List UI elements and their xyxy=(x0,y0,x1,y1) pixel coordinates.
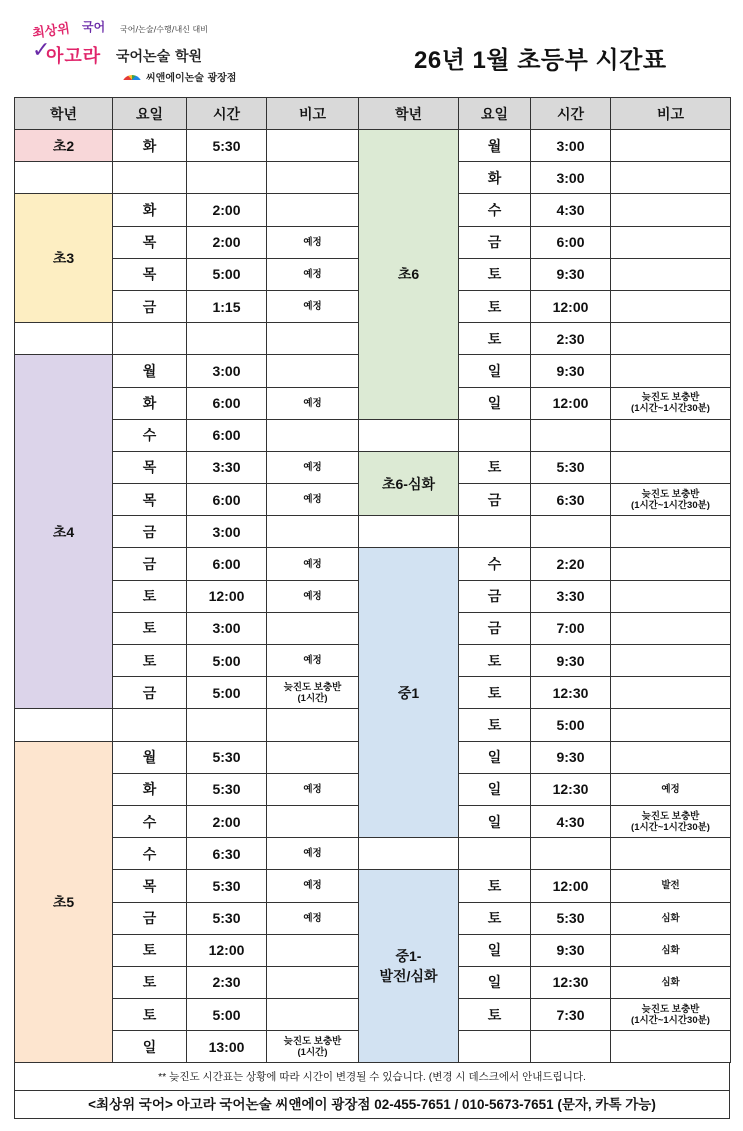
time-cell: 5:30 xyxy=(187,773,267,805)
day-cell: 토 xyxy=(113,645,187,677)
time-cell: 6:00 xyxy=(187,548,267,580)
time-cell: 6:30 xyxy=(187,838,267,870)
note-cell xyxy=(267,194,359,226)
time-cell: 5:30 xyxy=(187,130,267,162)
day-cell: 금 xyxy=(459,612,531,644)
note-cell xyxy=(611,355,731,387)
note-cell xyxy=(611,612,731,644)
day-cell: 금 xyxy=(113,902,187,934)
time-cell: 3:30 xyxy=(531,580,611,612)
rainbow-icon xyxy=(122,75,142,85)
time-cell: 12:00 xyxy=(531,290,611,322)
header-day: 요일 xyxy=(113,98,187,130)
time-cell xyxy=(531,516,611,548)
day-cell: 일 xyxy=(459,741,531,773)
time-cell: 5:00 xyxy=(187,258,267,290)
note-cell: 늦진도 보충반 (1시간~1시간30분) xyxy=(611,484,731,516)
note-cell: 예정 xyxy=(267,645,359,677)
note-cell xyxy=(611,194,731,226)
day-cell: 일 xyxy=(459,387,531,419)
page-title: 26년 1월 초등부 시간표 xyxy=(414,47,667,74)
day-cell xyxy=(459,419,531,451)
day-cell: 일 xyxy=(113,1031,187,1063)
day-cell: 토 xyxy=(459,677,531,709)
grade-cell: 중1 xyxy=(359,548,459,838)
time-cell: 9:30 xyxy=(531,258,611,290)
note-cell xyxy=(267,516,359,548)
table-row xyxy=(15,516,731,548)
grade-cell: 초4 xyxy=(15,355,113,709)
note-cell xyxy=(267,612,359,644)
time-cell: 5:00 xyxy=(187,645,267,677)
note-cell xyxy=(611,290,731,322)
note-cell: 늦진도 보충반 (1시간~1시간30분) xyxy=(611,805,731,837)
grade-cell xyxy=(359,516,459,548)
day-cell: 월 xyxy=(459,130,531,162)
note-cell: 예정 xyxy=(267,226,359,258)
time-cell: 12:00 xyxy=(531,387,611,419)
day-cell: 화 xyxy=(113,773,187,805)
header-grade: 학년 xyxy=(15,98,113,130)
time-cell: 3:00 xyxy=(187,355,267,387)
day-cell: 수 xyxy=(113,805,187,837)
day-cell: 수 xyxy=(459,548,531,580)
note-cell xyxy=(611,258,731,290)
note-cell xyxy=(611,645,731,677)
logo-subtitle: 국어/논술/수행/내신 대비 xyxy=(120,25,208,34)
time-cell: 6:00 xyxy=(531,226,611,258)
note-cell xyxy=(611,162,731,194)
note-cell: 예정 xyxy=(267,484,359,516)
day-cell: 일 xyxy=(459,934,531,966)
table-row xyxy=(15,451,731,483)
day-cell xyxy=(113,323,187,355)
time-cell: 12:30 xyxy=(531,773,611,805)
grade-cell xyxy=(15,323,113,355)
day-cell: 토 xyxy=(113,999,187,1031)
time-cell: 12:00 xyxy=(187,580,267,612)
note-cell: 예정 xyxy=(267,548,359,580)
note-cell xyxy=(611,1031,731,1063)
time-cell: 2:00 xyxy=(187,194,267,226)
time-cell: 3:00 xyxy=(187,612,267,644)
grade-cell xyxy=(15,162,113,194)
time-cell: 5:00 xyxy=(531,709,611,741)
day-cell: 목 xyxy=(113,484,187,516)
day-cell: 화 xyxy=(113,387,187,419)
day-cell: 토 xyxy=(459,323,531,355)
note-cell: 예정 xyxy=(267,870,359,902)
time-cell: 7:30 xyxy=(531,999,611,1031)
time-cell: 2:00 xyxy=(187,805,267,837)
page-header xyxy=(0,0,743,97)
header-note-right: 비고 xyxy=(611,98,731,130)
day-cell: 일 xyxy=(459,966,531,998)
day-cell: 수 xyxy=(459,194,531,226)
note-cell xyxy=(611,130,731,162)
note-cell xyxy=(267,323,359,355)
time-cell: 3:00 xyxy=(531,130,611,162)
note-cell: 늦진도 보충반 (1시간~1시간30분) xyxy=(611,387,731,419)
day-cell: 금 xyxy=(459,484,531,516)
time-cell: 12:00 xyxy=(531,870,611,902)
time-cell: 6:30 xyxy=(531,484,611,516)
grade-cell xyxy=(359,419,459,451)
logo-tag2: 국어 xyxy=(82,20,106,34)
note-cell: 예정 xyxy=(267,838,359,870)
time-cell: 7:00 xyxy=(531,612,611,644)
note-cell: 발전 xyxy=(611,870,731,902)
time-cell: 9:30 xyxy=(531,645,611,677)
schedule-footnote: ** 늦진도 시간표는 상황에 따라 시간이 변경될 수 있습니다. (변경 시 데스크에서 안내드립니다. xyxy=(14,1063,730,1091)
day-cell xyxy=(459,516,531,548)
logo-tag: 최상위 xyxy=(31,21,71,42)
time-cell: 5:30 xyxy=(187,870,267,902)
logo-brand-suffix: 국어논술 학원 xyxy=(116,49,203,65)
day-cell: 토 xyxy=(459,902,531,934)
day-cell: 토 xyxy=(459,451,531,483)
day-cell: 월 xyxy=(113,355,187,387)
day-cell xyxy=(459,838,531,870)
time-cell: 12:30 xyxy=(531,677,611,709)
note-cell xyxy=(267,741,359,773)
note-cell xyxy=(267,130,359,162)
time-cell xyxy=(531,419,611,451)
note-cell xyxy=(611,516,731,548)
header-day-right: 요일 xyxy=(459,98,531,130)
note-cell xyxy=(611,451,731,483)
day-cell xyxy=(459,1031,531,1063)
day-cell: 월 xyxy=(113,741,187,773)
day-cell: 수 xyxy=(113,419,187,451)
day-cell: 금 xyxy=(113,677,187,709)
academy-logo xyxy=(20,12,260,92)
table-row xyxy=(15,419,731,451)
time-cell xyxy=(531,838,611,870)
time-cell: 5:30 xyxy=(187,902,267,934)
grade-cell: 초6 xyxy=(359,130,459,420)
day-cell: 화 xyxy=(459,162,531,194)
checkmark-icon: ✓ xyxy=(32,38,51,63)
day-cell: 토 xyxy=(113,966,187,998)
note-cell xyxy=(611,580,731,612)
note-cell: 늦진도 보충반 (1시간) xyxy=(267,677,359,709)
time-cell: 12:30 xyxy=(531,966,611,998)
logo-branch: 씨앤에이논술 광장점 xyxy=(146,73,237,84)
table-row xyxy=(15,838,731,870)
note-cell xyxy=(267,709,359,741)
time-cell xyxy=(531,1031,611,1063)
day-cell: 목 xyxy=(113,226,187,258)
time-cell: 5:30 xyxy=(531,451,611,483)
day-cell: 금 xyxy=(113,290,187,322)
logo-brand: 아고라 xyxy=(46,46,102,67)
time-cell: 2:00 xyxy=(187,226,267,258)
grade-cell: 초2 xyxy=(15,130,113,162)
day-cell: 화 xyxy=(113,194,187,226)
note-cell xyxy=(267,805,359,837)
grade-cell xyxy=(359,838,459,870)
note-cell: 심화 xyxy=(611,902,731,934)
header-note: 비고 xyxy=(267,98,359,130)
note-cell: 늦진도 보충반 (1시간) xyxy=(267,1031,359,1063)
day-cell: 토 xyxy=(459,999,531,1031)
day-cell: 화 xyxy=(113,130,187,162)
day-cell xyxy=(113,162,187,194)
grade-cell xyxy=(15,709,113,741)
note-cell xyxy=(267,162,359,194)
day-cell: 일 xyxy=(459,805,531,837)
time-cell: 2:20 xyxy=(531,548,611,580)
day-cell: 토 xyxy=(459,870,531,902)
table-row xyxy=(15,870,731,902)
day-cell: 수 xyxy=(113,838,187,870)
note-cell: 늦진도 보충반 (1시간~1시간30분) xyxy=(611,999,731,1031)
time-cell: 3:30 xyxy=(187,451,267,483)
time-cell xyxy=(187,709,267,741)
table-row xyxy=(15,548,731,580)
time-cell: 2:30 xyxy=(187,966,267,998)
time-cell: 12:00 xyxy=(187,934,267,966)
time-cell: 5:30 xyxy=(187,741,267,773)
note-cell xyxy=(267,999,359,1031)
time-cell: 5:00 xyxy=(187,999,267,1031)
time-cell xyxy=(187,162,267,194)
schedule-body xyxy=(15,130,731,1063)
note-cell xyxy=(267,355,359,387)
time-cell: 4:30 xyxy=(531,194,611,226)
note-cell xyxy=(611,226,731,258)
time-cell: 3:00 xyxy=(531,162,611,194)
day-cell: 일 xyxy=(459,355,531,387)
note-cell xyxy=(611,677,731,709)
note-cell: 예정 xyxy=(267,258,359,290)
grade-cell: 중1- 발전/심화 xyxy=(359,870,459,1063)
header-row xyxy=(15,98,731,130)
header-time-right: 시간 xyxy=(531,98,611,130)
grade-cell: 초3 xyxy=(15,194,113,323)
note-cell xyxy=(611,419,731,451)
day-cell: 목 xyxy=(113,258,187,290)
header-grade-right: 학년 xyxy=(359,98,459,130)
note-cell xyxy=(267,419,359,451)
time-cell: 2:30 xyxy=(531,323,611,355)
note-cell: 예정 xyxy=(267,451,359,483)
time-cell: 6:00 xyxy=(187,419,267,451)
day-cell: 금 xyxy=(459,580,531,612)
day-cell: 금 xyxy=(113,548,187,580)
day-cell: 토 xyxy=(113,612,187,644)
day-cell: 토 xyxy=(459,290,531,322)
note-cell: 심화 xyxy=(611,934,731,966)
header-time: 시간 xyxy=(187,98,267,130)
table-row xyxy=(15,130,731,162)
grade-cell: 초6-심화 xyxy=(359,451,459,515)
schedule-table xyxy=(14,97,731,1063)
note-cell: 예정 xyxy=(267,902,359,934)
day-cell: 토 xyxy=(459,258,531,290)
grade-cell: 초5 xyxy=(15,741,113,1063)
time-cell xyxy=(187,323,267,355)
note-cell xyxy=(611,838,731,870)
note-cell xyxy=(267,966,359,998)
note-cell xyxy=(611,323,731,355)
day-cell: 토 xyxy=(113,580,187,612)
note-cell: 예정 xyxy=(611,773,731,805)
note-cell xyxy=(611,548,731,580)
day-cell: 목 xyxy=(113,870,187,902)
note-cell: 예정 xyxy=(267,290,359,322)
note-cell: 예정 xyxy=(267,773,359,805)
time-cell: 5:00 xyxy=(187,677,267,709)
note-cell xyxy=(611,709,731,741)
day-cell: 금 xyxy=(113,516,187,548)
time-cell: 1:15 xyxy=(187,290,267,322)
note-cell xyxy=(611,741,731,773)
time-cell: 3:00 xyxy=(187,516,267,548)
note-cell: 예정 xyxy=(267,387,359,419)
time-cell: 6:00 xyxy=(187,387,267,419)
day-cell: 토 xyxy=(113,934,187,966)
day-cell: 토 xyxy=(459,645,531,677)
day-cell xyxy=(113,709,187,741)
note-cell: 심화 xyxy=(611,966,731,998)
time-cell: 9:30 xyxy=(531,934,611,966)
day-cell: 일 xyxy=(459,773,531,805)
day-cell: 토 xyxy=(459,709,531,741)
note-cell: 예정 xyxy=(267,580,359,612)
day-cell: 목 xyxy=(113,451,187,483)
contact-info: <최상위 국어> 아고라 국어논술 씨앤에이 광장점 02-455-7651 / 010-5673-7651 (문자, 카톡 가능) xyxy=(14,1091,730,1119)
time-cell: 4:30 xyxy=(531,805,611,837)
time-cell: 9:30 xyxy=(531,741,611,773)
time-cell: 13:00 xyxy=(187,1031,267,1063)
time-cell: 9:30 xyxy=(531,355,611,387)
time-cell: 6:00 xyxy=(187,484,267,516)
time-cell: 5:30 xyxy=(531,902,611,934)
day-cell: 금 xyxy=(459,226,531,258)
note-cell xyxy=(267,934,359,966)
